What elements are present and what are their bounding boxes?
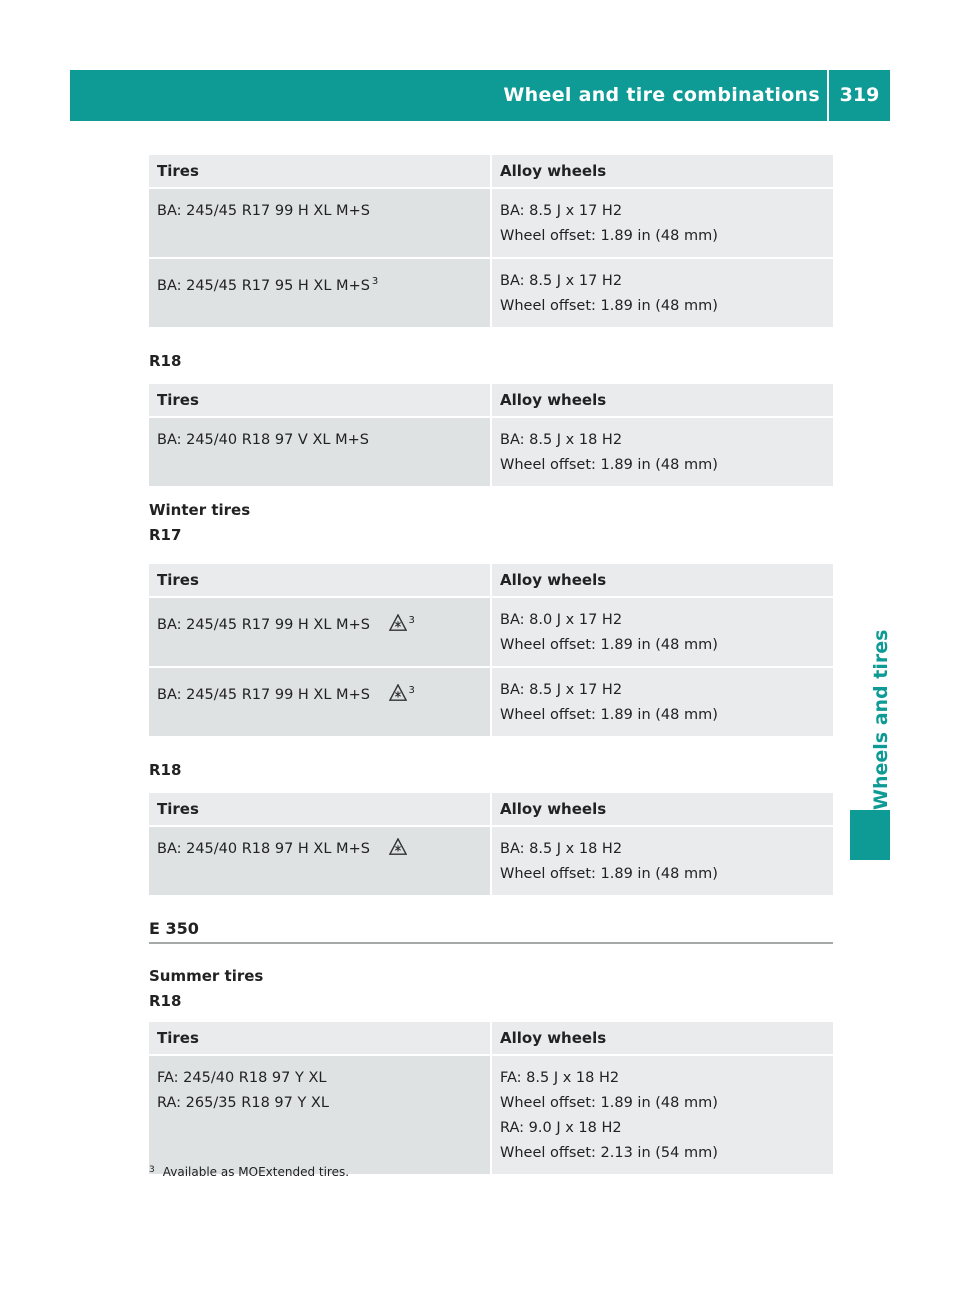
size-label-r18: R18: [149, 992, 182, 1010]
snowflake-mountain-icon: [389, 684, 407, 702]
tire-cell: [149, 258, 491, 328]
column-tires: Tires: [149, 1022, 491, 1055]
snowflake-mountain-icon: [389, 838, 407, 856]
tire-table-e350-r18-summer: [149, 1022, 833, 1176]
page-number: 319: [839, 84, 880, 106]
page-header: [70, 70, 890, 121]
tire-cell: [149, 188, 491, 258]
wheel-offset: Wheel offset: 1.89 in (48 mm): [500, 637, 718, 653]
wheel-spec: BA: 8.5 J x 18 H2: [500, 841, 623, 857]
column-alloy-wheels: Alloy wheels: [491, 155, 833, 188]
column-alloy-wheels: Alloy wheels: [491, 564, 833, 597]
wheel-offset: Wheel offset: 1.89 in (48 mm): [500, 707, 718, 723]
footnote-ref: 3: [408, 615, 415, 626]
column-alloy-wheels: Alloy wheels: [491, 384, 833, 417]
wheel-offset: Wheel offset: 1.89 in (48 mm): [500, 228, 718, 244]
wheel-cell: [491, 597, 833, 667]
side-tab-label: Wheels and tires: [870, 629, 892, 810]
header-title: Wheel and tire combinations: [503, 84, 820, 106]
wheel-offset: Wheel offset: 1.89 in (48 mm): [500, 866, 718, 882]
wheel-spec: BA: 8.5 J x 17 H2: [500, 273, 623, 289]
table-header-row: [149, 155, 833, 188]
tire-spec-rear: RA: 265/35 R18 97 Y XL: [157, 1095, 329, 1111]
footnote-number: 3: [149, 1165, 155, 1175]
wheel-cell: [491, 417, 833, 487]
table-row: [149, 826, 833, 896]
footnote-ref: 3: [371, 276, 379, 287]
column-tires: Tires: [149, 384, 491, 417]
tire-spec: BA: 245/45 R17 99 H XL M+S: [157, 203, 370, 219]
footnote-ref: 3: [408, 685, 415, 696]
section-label-winter-tires: Winter tires: [149, 501, 251, 519]
column-tires: Tires: [149, 564, 491, 597]
column-tires: Tires: [149, 793, 491, 826]
tire-table-r18-summer: [149, 384, 833, 488]
size-label-r17: R17: [149, 526, 182, 544]
section-label-summer-tires: Summer tires: [149, 967, 264, 985]
tire-cell: [149, 597, 491, 667]
tire-spec: BA: 245/45 R17 99 H XL M+S: [157, 617, 370, 633]
table-header-row: [149, 1022, 833, 1055]
wheel-spec: BA: 8.0 J x 17 H2: [500, 612, 623, 628]
table-row: [149, 1055, 833, 1175]
snowflake-mountain-icon: [389, 614, 407, 632]
tire-cell: [149, 826, 491, 896]
table-row: [149, 417, 833, 487]
section-heading-e350: E 350: [149, 919, 833, 944]
table-header-row: [149, 793, 833, 826]
column-alloy-wheels: Alloy wheels: [491, 1022, 833, 1055]
tire-table-r17-winter: [149, 564, 833, 738]
tire-spec-front: FA: 245/40 R18 97 Y XL: [157, 1070, 327, 1086]
column-tires: Tires: [149, 155, 491, 188]
tire-spec: BA: 245/45 R17 95 H XL M+S: [157, 278, 370, 294]
table-row: [149, 667, 833, 737]
wheel-spec-rear: RA: 9.0 J x 18 H2: [500, 1120, 622, 1136]
tire-table-r18-winter: [149, 793, 833, 897]
table-header-row: [149, 384, 833, 417]
wheel-spec-front: FA: 8.5 J x 18 H2: [500, 1070, 620, 1086]
tire-spec: BA: 245/45 R17 99 H XL M+S: [157, 687, 370, 703]
column-alloy-wheels: Alloy wheels: [491, 793, 833, 826]
wheel-cell: [491, 258, 833, 328]
size-label-r18: R18: [149, 352, 182, 370]
wheel-offset-front: Wheel offset: 1.89 in (48 mm): [500, 1095, 718, 1111]
table-row: [149, 258, 833, 328]
wheel-spec: BA: 8.5 J x 18 H2: [500, 432, 623, 448]
page-content: [149, 155, 833, 1176]
table-row: [149, 188, 833, 258]
wheel-spec: BA: 8.5 J x 17 H2: [500, 203, 623, 219]
tire-spec: BA: 245/40 R18 97 V XL M+S: [157, 432, 369, 448]
tire-cell: [149, 1055, 491, 1175]
wheel-cell: [491, 826, 833, 896]
tire-spec: BA: 245/40 R18 97 H XL M+S: [157, 841, 370, 857]
footnote: [149, 1165, 349, 1179]
wheel-offset: Wheel offset: 1.89 in (48 mm): [500, 298, 718, 314]
wheel-offset: Wheel offset: 1.89 in (48 mm): [500, 457, 718, 473]
tire-table-r17-summer: [149, 155, 833, 329]
table-row: [149, 597, 833, 667]
tire-cell: [149, 417, 491, 487]
wheel-cell: [491, 188, 833, 258]
wheel-offset-rear: Wheel offset: 2.13 in (54 mm): [500, 1145, 718, 1161]
table-header-row: [149, 564, 833, 597]
wheel-cell: [491, 1055, 833, 1175]
size-label-r18: R18: [149, 761, 182, 779]
wheel-spec: BA: 8.5 J x 17 H2: [500, 682, 623, 698]
footnote-text: Available as MOExtended tires.: [162, 1165, 350, 1179]
wheel-cell: [491, 667, 833, 737]
tire-cell: [149, 667, 491, 737]
side-tab-marker: [850, 810, 890, 860]
